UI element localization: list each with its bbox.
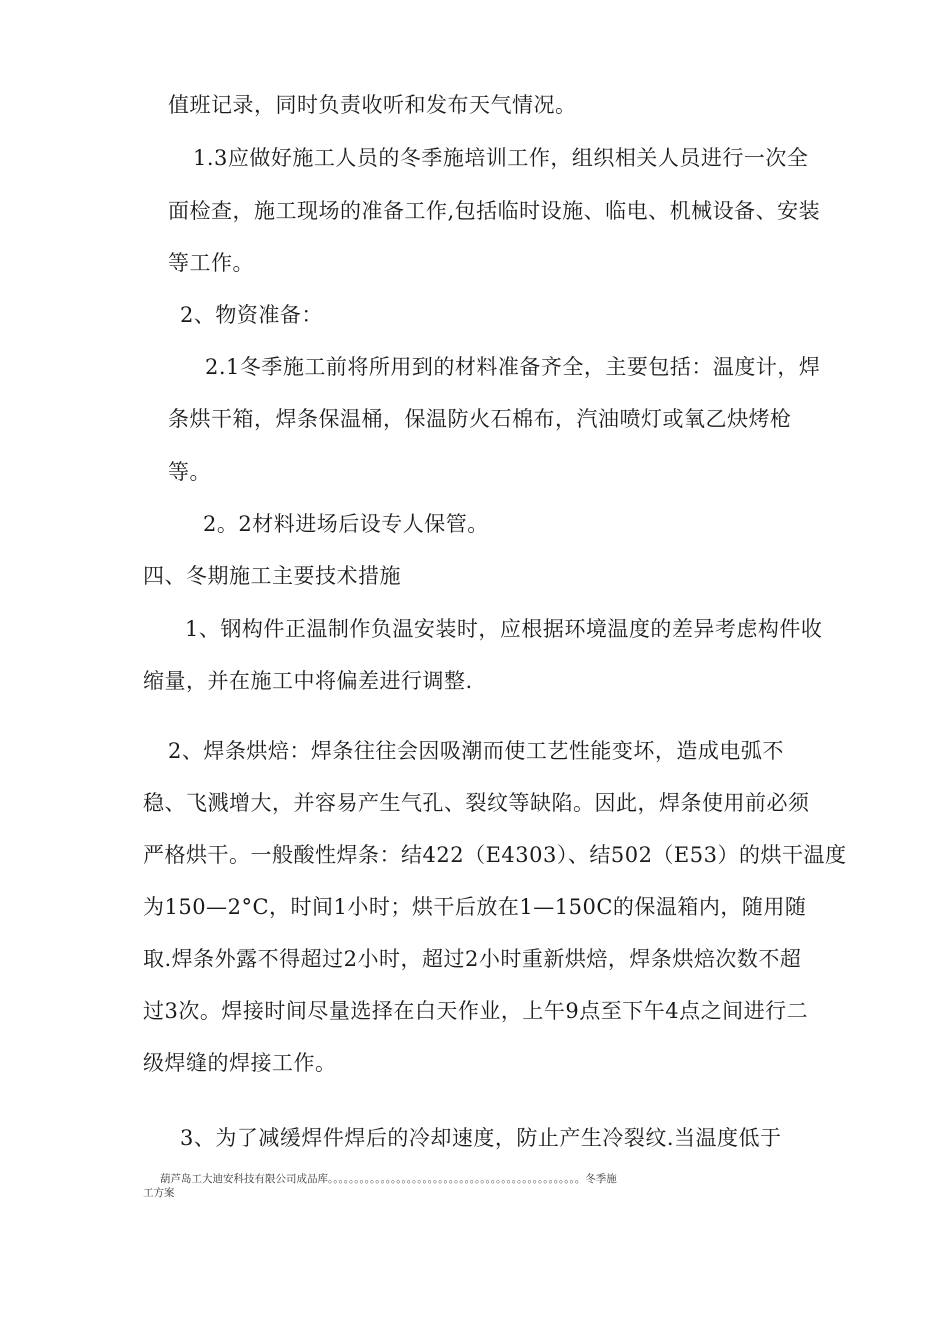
text-line: 缩量，并在施工中将偏差进行调整.: [143, 669, 473, 693]
text-line: 2、焊条烘焙：焊条往往会因吸潮而使工艺性能变坏，造成电弧不: [168, 739, 784, 763]
page-footer-line-2: 工方案: [143, 1187, 175, 1199]
text-line: 1、钢构件正温制作负温安装时，应根据环境温度的差异考虑构件收: [185, 617, 823, 641]
text-line: 面检查，施工现场的准备工作,包括临时设施、临电、机械设备、安装: [168, 199, 821, 223]
text-line: 严格烘干。一般酸性焊条：结422（E4303）、结502（E53）的烘干温度: [143, 843, 847, 867]
text-line: 等。: [168, 460, 211, 484]
text-line: 2。2材料进场后设专人保管。: [203, 512, 489, 536]
page-footer-line-1: 葫芦岛工大迪安科技有限公司成品库。。。。。。。。。。。。。。。。。。。。。。。。。。。。。。。。。。。。。。。。。。。。。。。。冬季施: [160, 1173, 617, 1185]
text-line: 条烘干箱，焊条保温桶，保温防火石棉布，汽油喷灯或氧乙炔烤枪: [168, 407, 792, 431]
text-line: 等工作。: [168, 251, 254, 275]
text-line: 2.1冬季施工前将所用到的材料准备齐全，主要包括：温度计，焊: [205, 355, 821, 379]
text-line: 1.3应做好施工人员的冬季施培训工作，组织相关人员进行一次全: [193, 146, 809, 170]
text-line: 取.焊条外露不得超过2小时，超过2小时重新烘焙，焊条烘焙次数不超: [143, 947, 802, 971]
text-line: 为150—2°C，时间1小时；烘干后放在1—150C的保温箱内，随用随: [143, 895, 807, 919]
text-line: 稳、飞溅增大，并容易产生气孔、裂纹等缺陷。因此，焊条使用前必须: [143, 791, 810, 815]
text-line: 级焊缝的焊接工作。: [143, 1051, 337, 1075]
section-heading: 2、物资准备：: [180, 303, 323, 327]
text-line: 过3次。焊接时间尽量选择在白天作业，上午9点至下午4点之间进行二: [143, 999, 809, 1023]
chapter-heading: 四、冬期施工主要技术措施: [143, 564, 401, 588]
text-line: 值班记录，同时负责收听和发布天气情况。: [168, 93, 577, 117]
text-line: 3、为了减缓焊件焊后的冷却速度，防止产生冷裂纹.当温度低于: [180, 1126, 782, 1150]
